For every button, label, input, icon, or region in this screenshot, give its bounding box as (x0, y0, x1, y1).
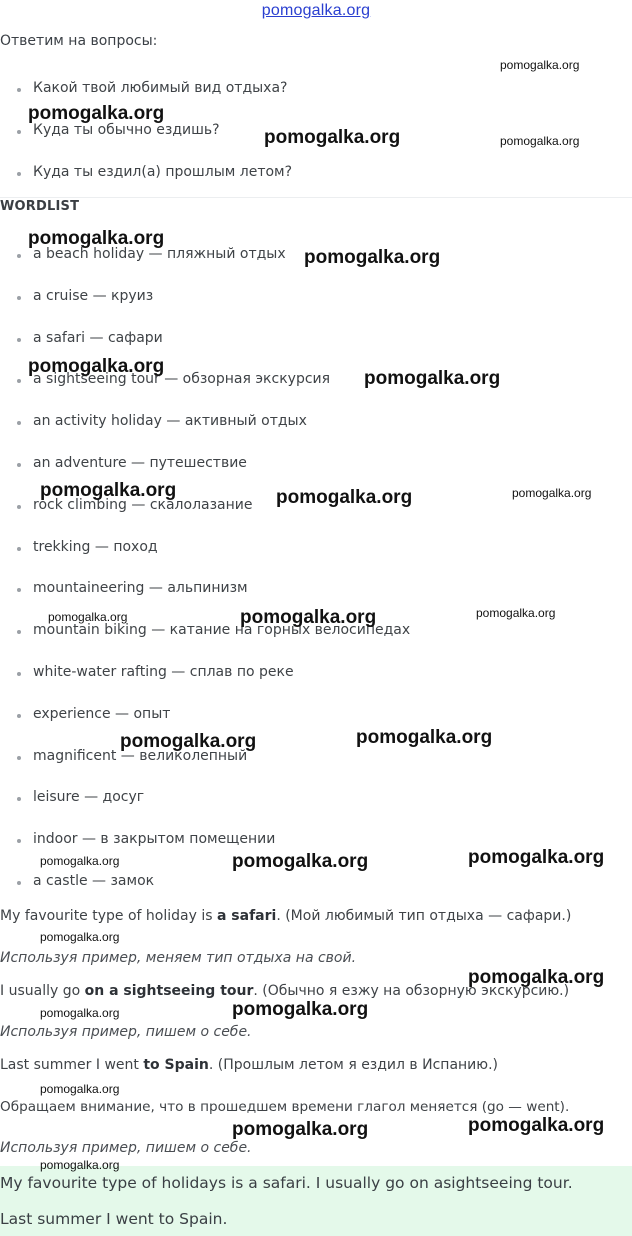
watermark: pomogalka.org (468, 847, 605, 868)
watermark: pomogalka.org (500, 58, 580, 72)
example-2-post: . (Обычно я езжу на обзорную экскурсию.) (253, 983, 570, 999)
watermark: pomogalka.org (468, 1115, 605, 1136)
example-sentence-3 (0, 1057, 498, 1073)
watermark: pomogalka.org (364, 368, 501, 389)
answer-box (0, 1166, 632, 1236)
hint-3: Используя пример, пишем о себе. (0, 1140, 252, 1156)
section-divider (0, 197, 632, 198)
wordlist-item: a castle — замок (0, 873, 410, 915)
wordlist-item: a safari — сафари (0, 330, 410, 372)
example-sentence-1 (0, 908, 571, 924)
watermark: pomogalka.org (476, 606, 556, 620)
watermark: pomogalka.org (356, 727, 493, 748)
wordlist-item: a sightseeing tour — обзорная экскурсия (0, 371, 410, 413)
example-1-post: . (Мой любимый тип отдыха — сафари.) (276, 908, 572, 924)
question-item: Куда ты ездил(а) прошлым летом? (0, 164, 292, 206)
watermark: pomogalka.org (40, 1158, 120, 1172)
watermark: pomogalka.org (28, 228, 165, 249)
wordlist-item: rock climbing — скалолазание (0, 497, 410, 539)
watermark: pomogalka.org (28, 356, 165, 377)
watermark: pomogalka.org (276, 487, 413, 508)
answer-line-2: Last summer I went to Spain. (0, 1210, 228, 1228)
wordlist-heading: WORDLIST (0, 199, 80, 214)
example-2-pre: I usually go (0, 983, 85, 999)
wordlist-item: an activity holiday — активный отдых (0, 413, 410, 455)
watermark: pomogalka.org (40, 930, 120, 944)
watermark: pomogalka.org (468, 967, 605, 988)
watermark: pomogalka.org (232, 999, 369, 1020)
wordlist-item: mountain biking — катание на горных велосипедах (0, 622, 410, 664)
example-1-pre: My favourite type of holiday is (0, 908, 217, 924)
watermark: pomogalka.org (512, 486, 592, 500)
answer-line-1: My favourite type of holidays is a safari. I usually go on asightseeing tour. (0, 1174, 573, 1192)
example-3-bold: to Spain (143, 1057, 209, 1073)
site-link[interactable]: pomogalka.org (261, 2, 371, 19)
watermark: pomogalka.org (48, 610, 128, 624)
watermark: pomogalka.org (40, 1006, 120, 1020)
example-3-post: . (Прошлым летом я ездил в Испанию.) (208, 1057, 498, 1073)
example-1-bold: a safari (216, 908, 277, 924)
wordlist-item: experience — опыт (0, 706, 410, 748)
wordlist-item: indoor — в закрытом помещении (0, 831, 410, 873)
watermark: pomogalka.org (240, 607, 377, 628)
wordlist-item: an adventure — путешествие (0, 455, 410, 497)
watermark: pomogalka.org (40, 1082, 120, 1096)
example-2-bold: on a sightseeing tour (84, 983, 254, 999)
intro-text: Ответим на вопросы: (0, 33, 158, 49)
watermark: pomogalka.org (40, 854, 120, 868)
question-item: Какой твой любимый вид отдыха? (0, 80, 292, 122)
wordlist-item: white-water rafting — сплав по реке (0, 664, 410, 706)
questions-list (0, 80, 292, 206)
wordlist-item: trekking — поход (0, 539, 410, 581)
example-3-pre: Last summer I went (0, 1057, 144, 1073)
question-item: Куда ты обычно ездишь? (0, 122, 292, 164)
wordlist-item: a beach holiday — пляжный отдых (0, 246, 410, 288)
wordlist-item: leisure — досуг (0, 789, 410, 831)
watermark: pomogalka.org (28, 103, 165, 124)
watermark: pomogalka.org (40, 480, 177, 501)
hint-1: Используя пример, меняем тип отдыха на свой. (0, 950, 357, 966)
grammar-note: Обращаем внимание, что в прошедшем времени глагол меняется (go — went). (0, 1099, 570, 1115)
watermark: pomogalka.org (120, 731, 257, 752)
watermark: pomogalka.org (232, 851, 369, 872)
watermark: pomogalka.org (500, 134, 580, 148)
wordlist-item: mountaineering — альпинизм (0, 580, 410, 622)
watermark: pomogalka.org (264, 127, 401, 148)
wordlist-item: a cruise — круиз (0, 288, 410, 330)
wordlist-item: magnificent — великолепный (0, 748, 410, 790)
watermark: pomogalka.org (232, 1119, 369, 1140)
wordlist (0, 246, 413, 915)
watermark: pomogalka.org (304, 247, 441, 268)
hint-2: Используя пример, пишем о себе. (0, 1024, 252, 1040)
